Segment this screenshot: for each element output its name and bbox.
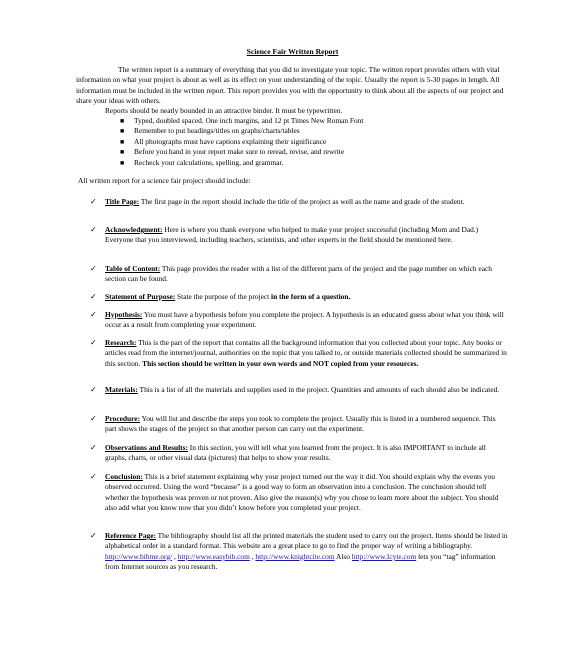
section-table-of-content: ✓ Table of Content: This page provides the reader with a list of the different parts of the project and the page number on which each section can be found. [90, 264, 492, 284]
section-acknowledgment: ✓ Acknowledgment: Here is where you thank everyone who helped to make your project successful (including Mom and Dad.) Everyone that you interviewed, including teachers, scientists, and other experts in the field should be mentioned here. [90, 225, 479, 245]
section-label: Observations and Results: [105, 443, 188, 452]
section-reference-page: ✓ Reference Page: The bibliography should list all the printed materials the student used to carry out the project. Items should be listed in alphabetical order in a standard format. This website are a great place to go to find the proper way of writing a bibliography. http://www.bibme.org/ , http://www.easybib.com , http://www.knightcite.com Also http://www.Icyte.com lets you “tag” information from Internet sources as you research. [90, 531, 508, 572]
page-title: Science Fair Written Report [246, 47, 339, 56]
section-label: Statement of Purpose: [105, 292, 176, 301]
check-icon: ✓ [90, 414, 97, 423]
bullet-icon: ■ [120, 158, 125, 167]
bullet-icon: ■ [120, 117, 125, 125]
list-item: ■ Typed, doubled spaced. One inch margins, and 12 pt Times New Roman Font [120, 116, 364, 125]
check-icon: ✓ [90, 292, 97, 301]
list-item: ■ Before you hand in your report make sure to reread, revise, and rewrite [120, 147, 345, 157]
section-label: Procedure: [105, 414, 141, 423]
bullet-icon: ■ [120, 148, 125, 157]
section-label: Materials: [105, 385, 138, 394]
bullet-icon: ■ [120, 137, 125, 146]
knightcite-link[interactable]: http://www.knightcite.com [255, 551, 335, 561]
section-hypothesis: ✓ Hypothesis: You must have a hypothesis before you complete the project. A hypothesis is an educated guess about what you think will occur as a result from completing your experiment. [90, 310, 504, 330]
list-item: ■ All photographs must have captions explaining their significance [120, 136, 327, 146]
section-statement-of-purpose: ✓ Statement of Purpose: State the purpose of the project in the form of a question. [90, 292, 351, 301]
section-label: Conclusion: [105, 472, 143, 481]
section-observations-results: ✓ Observations and Results: In this section, you will tell what you learned from the project. It is also IMPORTANT to include all graphs, charts, or other visual data (pictures) that helps to show your results. [90, 443, 486, 463]
list-item: ■ Recheck your calculations, spelling, and grammar. [120, 157, 284, 167]
section-procedure: ✓ Procedure: You will list and describe the steps you took to complete the project. Usually this is listed in a numbered sequence. This part shows the stages of the project so that another person can carry out the experiment. [90, 414, 496, 434]
section-label: Research: [105, 338, 137, 347]
check-icon: ✓ [90, 264, 97, 273]
binder-note: Reports should be neatly bounded in an attractive binder. It must be typewritten. [105, 106, 343, 115]
easybib-link[interactable]: http://www.easybib.com [177, 551, 250, 561]
check-icon: ✓ [90, 472, 97, 481]
list-item: ■ Remember to put headings/titles on graphs/charts/tables [120, 126, 300, 136]
check-icon: ✓ [90, 225, 97, 234]
sections-intro: All written report for a science fair project should include: [78, 176, 251, 185]
check-icon: ✓ [90, 310, 97, 319]
icyte-link[interactable]: http://www.Icyte.com [351, 551, 417, 561]
check-icon: ✓ [90, 443, 97, 452]
section-label: Title Page: [105, 197, 140, 206]
check-icon: ✓ [90, 197, 97, 206]
bullet-icon: ■ [120, 127, 125, 136]
intro-paragraph [76, 65, 506, 107]
check-icon: ✓ [90, 531, 97, 540]
check-icon: ✓ [90, 338, 97, 347]
section-label: Acknowledgment: [105, 225, 163, 234]
intro-text: The written report is a summary of everything that you did to investigate your topic. The written report provides others with vital information on what your project is about as well as its effect on your understanding of the topic. Usually the report is 5-30 pages in length. All information must be included in the written report. This report provides you with the opportunity to think about all the aspects of our project and share your ideas with others. [76, 65, 504, 106]
section-label: Reference Page: [105, 531, 156, 540]
section-label: Table of Content: [105, 264, 161, 273]
section-label: Hypothesis: [105, 310, 143, 319]
check-icon: ✓ [90, 385, 97, 394]
section-conclusion: ✓ Conclusion: This is a brief statement explaining why your project turned out the way it did. You should explain why the events you observed occurred. Using the word “because” is a good way to form an observation into a conclusion. The conclusion should tell whether the hypothesis was proven or not proven. Also give the reason(s) why you chose to learn more about the subject. You should also add what you know now that you didn’t know before you completed your project. [90, 472, 499, 513]
section-title-page: ✓ Title Page: The first page in the report should include the title of the project as well as the name and grade of the student. [90, 197, 465, 206]
format-bullet-list [112, 116, 363, 168]
section-research: ✓ Research: This is the part of the report that contains all the background information that you collected about your topic. Any books or articles read from the internet/journal, authorities on the topic that you talked to, or outside materials collected should be summarized in this section. This section should be written in your own words and NOT copied from your resources. [90, 338, 507, 368]
section-materials: ✓ Materials: This is a list of all the materials and supplies used in the project. Quantities and amounts of each should also be indicated. [90, 385, 500, 394]
bibme-link[interactable]: http://www.bibme.org/ [105, 551, 173, 561]
